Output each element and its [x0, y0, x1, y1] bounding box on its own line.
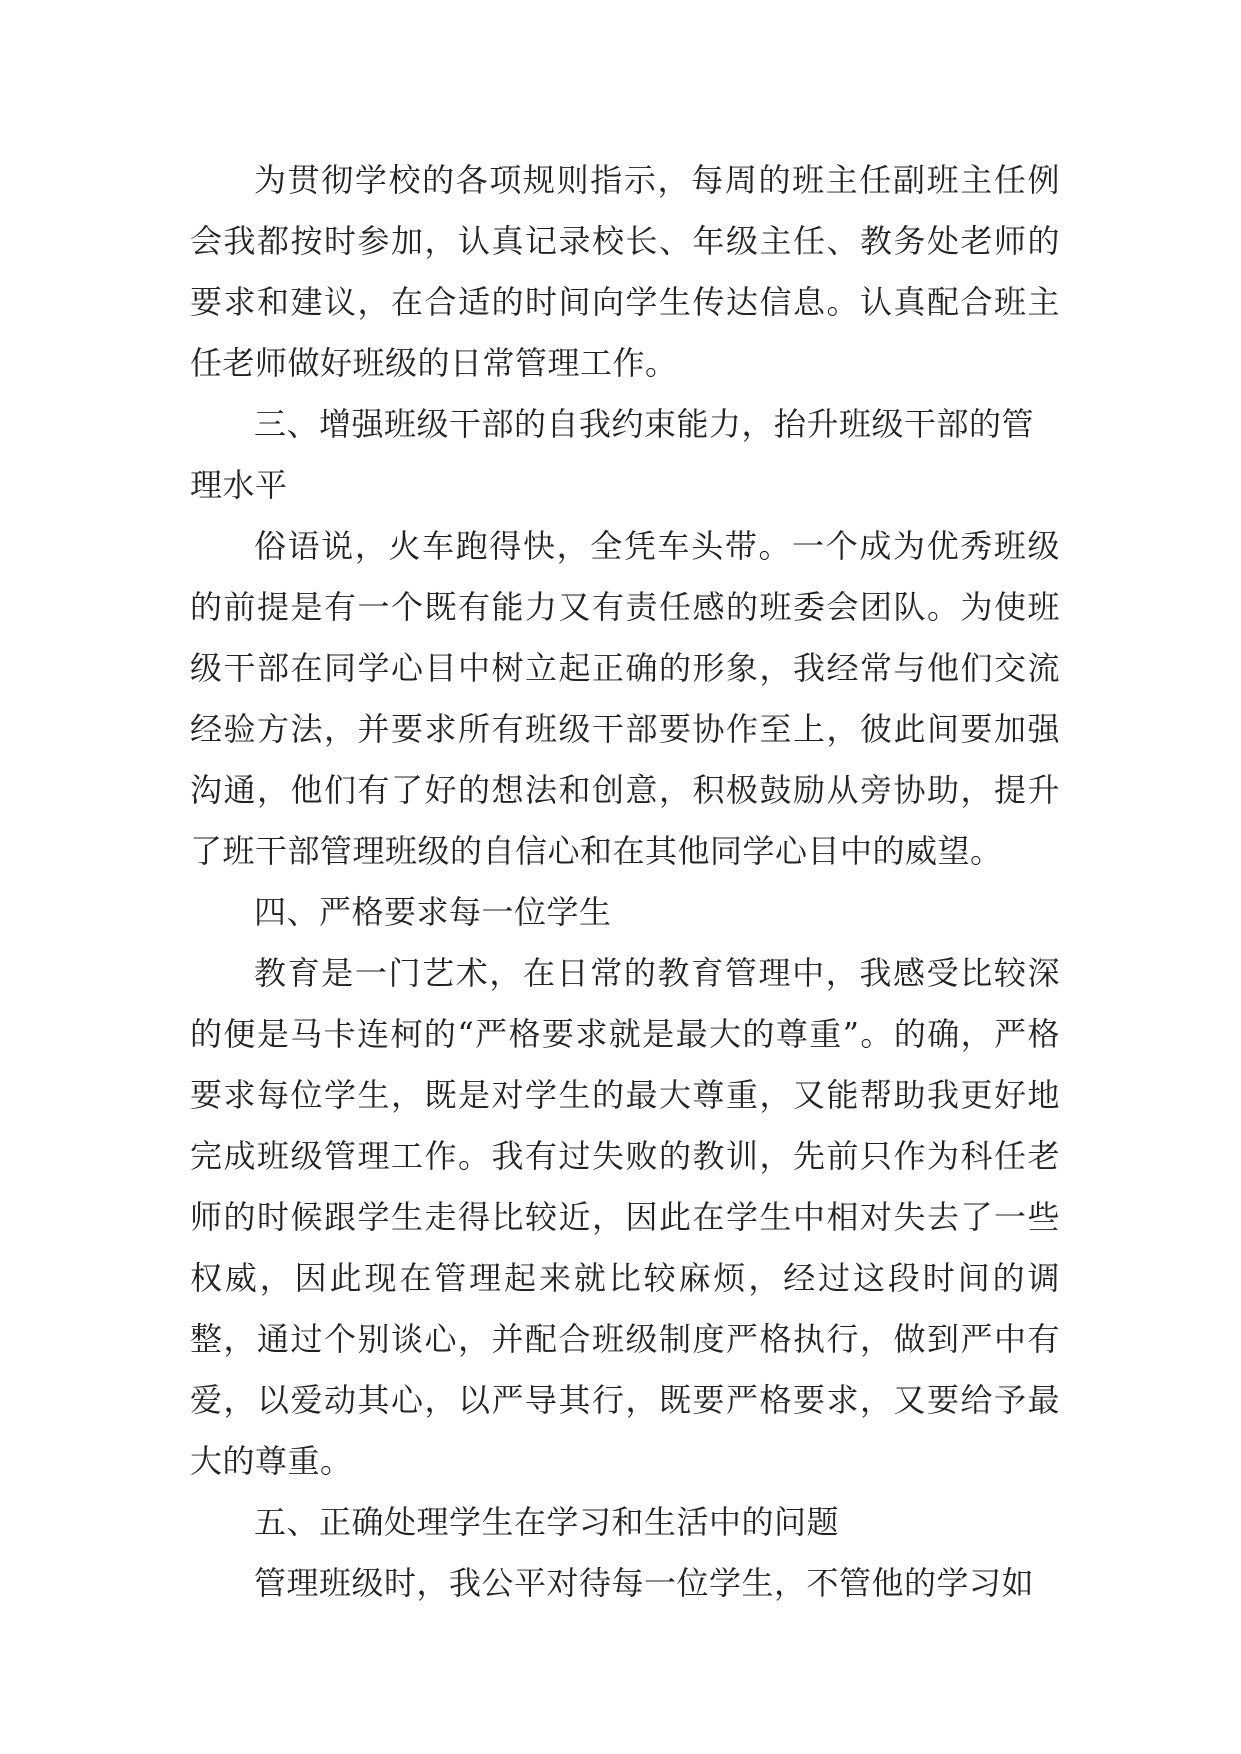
paragraph-class-leaders: 俗语说，火车跑得快，全凭车头带。一个成为优秀班级的前提是有一个既有能力又有责任感的班委会团队。为使班级干部在同学心目中树立起正确的形象，我经常与他们交流经验方法，并要求所有班级干部要协作至上，彼此间要加强沟通，他们有了好的想法和创意，积极鼓励从旁协助，提升了班干部管理班级的自信心和在其他同学心目中的威望。	[190, 527, 1060, 870]
paragraph-fair-treatment: 管理班级时，我公平对待每一位学生，不管他的学习如	[254, 1564, 1035, 1602]
section-heading-5: 五、正确处理学生在学习和生活中的问题	[254, 1503, 840, 1541]
document-page	[190, 150, 1060, 1614]
section-heading-4: 四、严格要求每一位学生	[254, 893, 612, 931]
paragraph-strict-requirements: 教育是一门艺术，在日常的教育管理中，我感受比较深的便是马卡连柯的“严格要求就是最大的尊重”。的确，严格要求每位学生，既是对学生的最大尊重，又能帮助我更好地完成班级管理工作。我有过失败的教训，先前只作为科任老师的时候跟学生走得比较近，因此在学生中相对失去了一些权威，因此现在管理起来就比较麻烦，经过这段时间的调整，通过个别谈心，并配合班级制度严格执行，做到严中有爱，以爱动其心，以严导其行，既要严格要求，又要给予最大的尊重。	[190, 954, 1060, 1480]
section-heading-3: 三、增强班级干部的自我约束能力，抬升班级干部的管理水平	[190, 405, 1035, 504]
paragraph-duties: 为贯彻学校的各项规则指示，每周的班主任副班主任例会我都按时参加，认真记录校长、年级主任、教务处老师的要求和建议，在合适的时间向学生传达信息。认真配合班主任老师做好班级的日常管理工作。	[190, 161, 1060, 382]
